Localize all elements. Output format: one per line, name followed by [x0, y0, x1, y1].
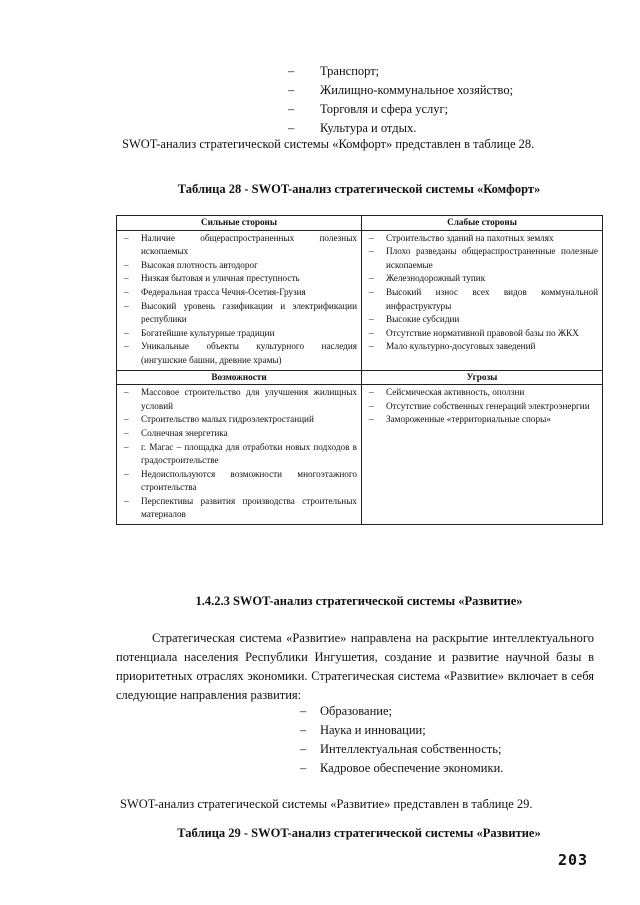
- list-item: – Кадровое обеспечение экономики.: [300, 761, 504, 775]
- list-item: – Замороженные «территориальные споры»: [366, 413, 598, 427]
- list-item: – Высокий уровень газификации и электрификации республики: [121, 300, 357, 327]
- development-paragraph: Стратегическая система «Развитие» направлена на раскрытие интеллектуального потенциала населения Республики Ингушетия, создание и развитие научной базы в приоритетных отраслях экономики. Стратегическая система «Развитие» включает в себя следующие направления развития:: [116, 631, 594, 702]
- weaknesses-cell: [362, 230, 603, 370]
- list-item: – Сейсмическая активность, оползни: [366, 386, 598, 400]
- list-item: – Мало культурно-досуговых заведений: [366, 340, 598, 354]
- opportunities-header: Возможности: [117, 370, 362, 385]
- list-item: – Высокие субсидии: [366, 313, 598, 327]
- strengths-header: Сильные стороны: [117, 216, 362, 231]
- list-item: – Торговля и сфера услуг;: [288, 102, 449, 116]
- page-number: 203: [558, 851, 589, 869]
- swot-table-28: [116, 215, 603, 525]
- list-item: – Плохо разведаны общераспространенные полезные ископаемые: [366, 245, 598, 272]
- list-item: – Перспективы развития производства строительных материалов: [121, 495, 357, 522]
- development-list: [300, 702, 600, 778]
- section-heading: 1.4.2.3 SWOT-анализ стратегической системы «Развитие»: [195, 594, 523, 608]
- intro-table-29: SWOT-анализ стратегической системы «Развитие» представлен в таблице 29.: [120, 797, 533, 811]
- list-item: – Высокий износ всех видов коммунальной инфраструктуры: [366, 286, 598, 313]
- list-item: – Жилищно-коммунальное хозяйство;: [288, 83, 514, 97]
- list-item: – Наука и инновации;: [300, 723, 426, 737]
- list-item: – Культура и отдых.: [288, 121, 417, 135]
- list-item: – г. Магас – площадка для отработки новых подходов в градостроительстве: [121, 441, 357, 468]
- list-item: – Образование;: [300, 704, 392, 718]
- list-item: – Недоиспользуются возможности многоэтажного строительства: [121, 468, 357, 495]
- threats-cell: [362, 385, 603, 525]
- list-item: – Наличие общераспространенных полезных ископаемых: [121, 232, 357, 259]
- weaknesses-header: Слабые стороны: [362, 216, 603, 231]
- list-item: – Низкая бытовая и уличная преступность: [121, 272, 357, 286]
- list-item: – Уникальные объекты культурного наследия (ингушские башни, древние храмы): [121, 340, 357, 367]
- list-item: – Отсутствие собственных генераций электроэнергии: [366, 400, 598, 414]
- list-item: – Строительство зданий на пахотных землях: [366, 232, 598, 246]
- list-item: – Солнечная энергетика: [121, 427, 357, 441]
- intro-table-28: SWOT-анализ стратегической системы «Комфорт» представлен в таблице 28.: [122, 137, 535, 151]
- list-item: – Интеллектуальная собственность;: [300, 742, 502, 756]
- opportunities-cell: [117, 385, 362, 525]
- strengths-cell: [117, 230, 362, 370]
- list-item: – Федеральная трасса Чечня-Осетия-Грузия: [121, 286, 357, 300]
- list-item: – Высокая плотность автодорог: [121, 259, 357, 273]
- list-item: – Массовое строительство для улучшения жилищных условий: [121, 386, 357, 413]
- list-item: – Строительство малых гидроэлектростанций: [121, 413, 357, 427]
- threats-header: Угрозы: [362, 370, 603, 385]
- top-list: [288, 62, 608, 138]
- list-item: – Железнодорожный тупик: [366, 272, 598, 286]
- list-item: – Транспорт;: [288, 64, 380, 78]
- list-item: – Отсутствие нормативной правовой базы по ЖКХ: [366, 327, 598, 341]
- table-28-caption: Таблица 28 - SWOT-анализ стратегической системы «Комфорт»: [177, 182, 541, 196]
- table-29-caption: Таблица 29 - SWOT-анализ стратегической системы «Развитие»: [177, 826, 541, 840]
- list-item: – Богатейшие культурные традиции: [121, 327, 357, 341]
